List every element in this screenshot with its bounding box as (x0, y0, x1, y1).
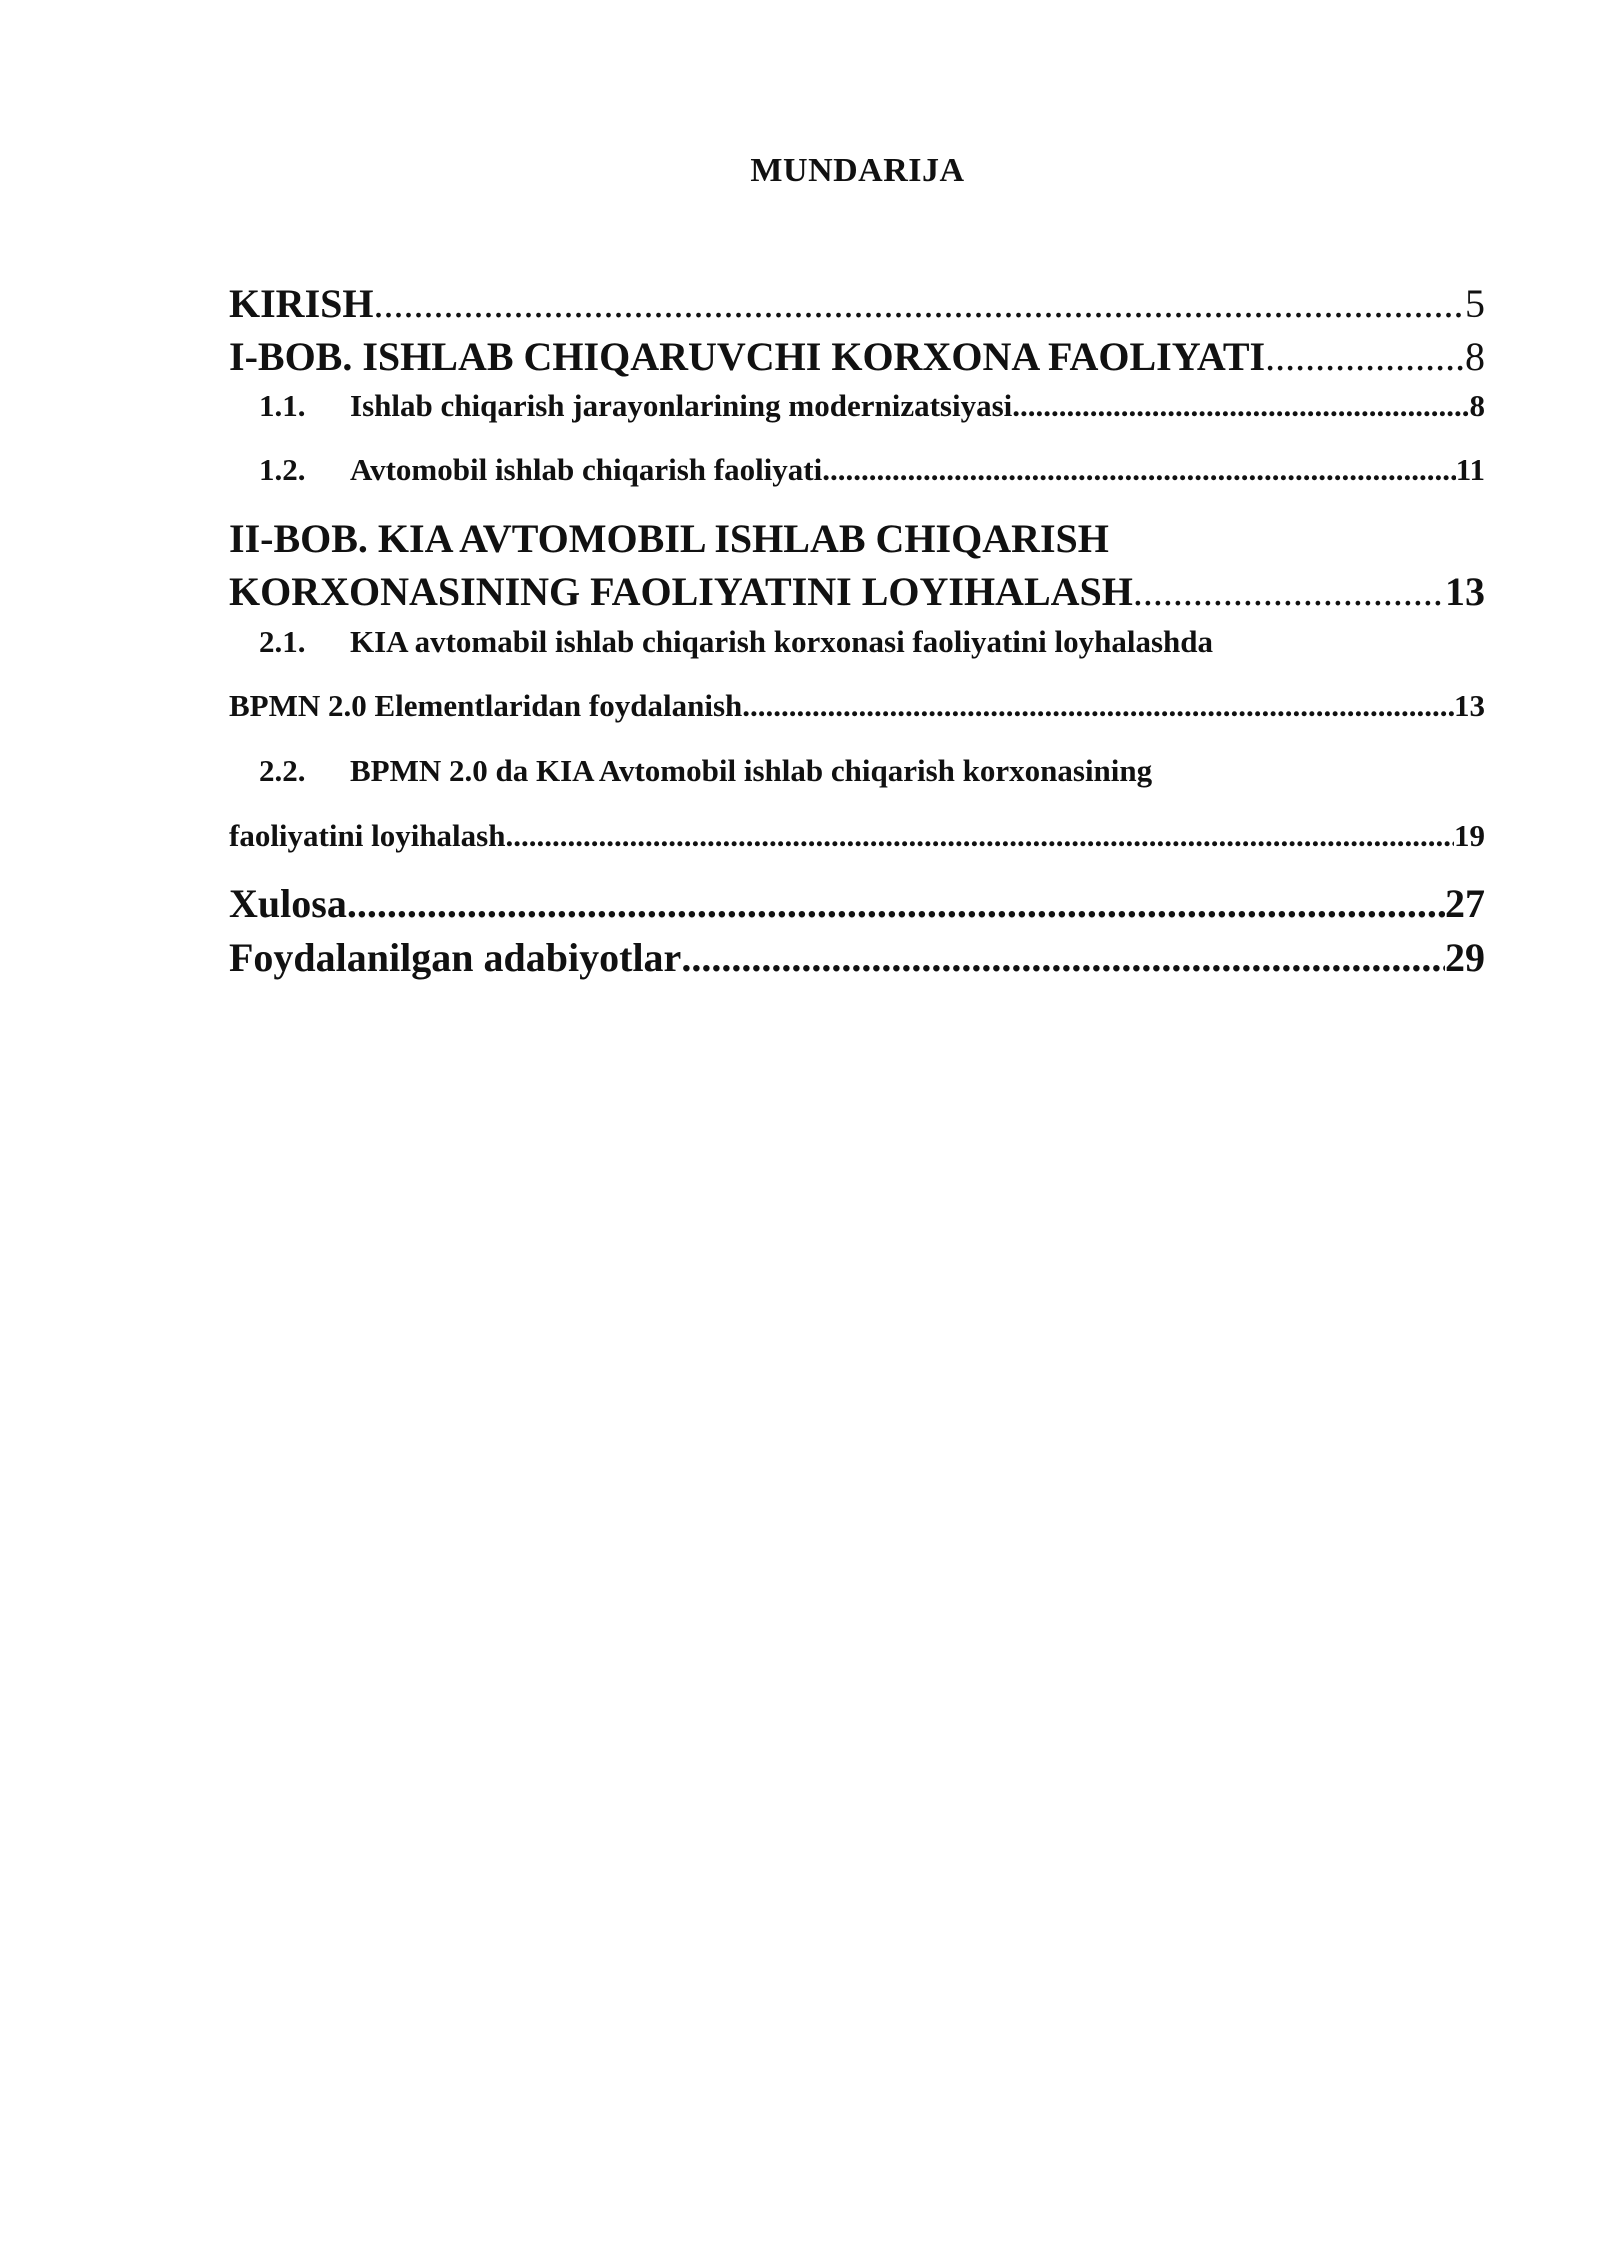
toc-entry-label: Avtomobil ishlab chiqarish faoliyati (350, 452, 823, 487)
toc-entry-label: Xulosa (229, 881, 347, 926)
toc-page-number: 8 (1465, 334, 1485, 379)
toc-entry-bob2-line1[interactable]: II-BOB. KIA AVTOMOBIL ISHLAB CHIQARISH (229, 516, 1109, 561)
toc-page-number: 13 (1454, 688, 1485, 723)
toc-entry-2-1-line1[interactable] (229, 624, 1485, 660)
toc-entry-xulosa[interactable] (229, 880, 1485, 927)
toc-entry-label: KORXONASINING FAOLIYATINI LOYIHALASH (229, 569, 1133, 614)
toc-entry-kirish[interactable] (229, 280, 1485, 327)
toc-entry-adabiyotlar[interactable] (229, 934, 1485, 981)
dot-leader (374, 280, 1466, 327)
toc-page-number: 13 (1445, 569, 1485, 614)
toc-page-number: 5 (1465, 281, 1485, 326)
toc-entry-label: KIRISH (229, 281, 374, 326)
toc-entry-bob1[interactable] (229, 333, 1485, 380)
toc-entry-label-continued: faoliyatini loyihalash (229, 818, 506, 853)
toc-entry-bob2[interactable] (229, 568, 1485, 615)
toc-entry-label: KIA avtomabil ishlab chiqarish korxonasi faoliyatini loyhalashda (350, 624, 1214, 659)
toc-entry-label: I-BOB. ISHLAB CHIQARUVCHI KORXONA FAOLIYATI (229, 334, 1266, 379)
dot-leader (742, 688, 1454, 724)
toc-entry-label: Ishlab chiqarish jarayonlarining modernizatsiyasi (350, 388, 1013, 423)
section-number: 1.1. (259, 388, 306, 423)
toc-page-number: 11 (1455, 452, 1485, 487)
toc-entry-2-2[interactable] (229, 818, 1485, 854)
toc-page-number: 27 (1445, 881, 1485, 926)
dot-leader (1133, 568, 1445, 615)
section-number: 2.2. (259, 753, 306, 788)
section-number: 2.1. (259, 624, 306, 659)
toc-entry-label: BPMN 2.0 da KIA Avtomobil ishlab chiqarish korxonasining (350, 753, 1153, 788)
toc-entry-1-2[interactable] (229, 452, 1485, 488)
toc-entry-1-1[interactable] (229, 388, 1485, 424)
toc-page-number: 8 (1469, 388, 1485, 423)
dot-leader (505, 818, 1454, 854)
toc-entry-label-continued: BPMN 2.0 Elementlaridan foydalanish (229, 688, 743, 723)
dot-leader (681, 934, 1445, 981)
toc-entry-label: Foydalanilgan adabiyotlar (229, 935, 682, 980)
dot-leader (822, 452, 1455, 488)
dot-leader (1012, 388, 1469, 424)
page-title: MUNDARIJA (750, 152, 965, 189)
section-number: 1.2. (259, 452, 306, 487)
toc-entry-2-1[interactable] (229, 688, 1485, 724)
dot-leader (1265, 333, 1465, 380)
toc-page-number: 29 (1445, 935, 1485, 980)
dot-leader (347, 880, 1445, 927)
toc-page-number: 19 (1454, 818, 1485, 853)
toc-entry-2-2-line1[interactable] (229, 753, 1485, 789)
